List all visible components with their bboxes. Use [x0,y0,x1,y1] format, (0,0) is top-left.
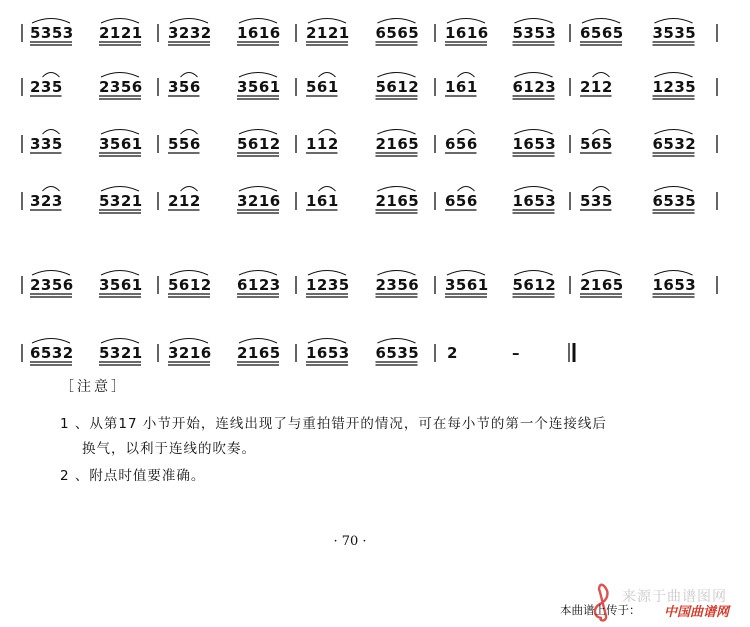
note-group: 561 [306,78,339,96]
note-group: 6123 [237,276,281,294]
slur [239,130,277,135]
note-group: 2165 [237,344,281,362]
note-group: 3561 [237,78,281,96]
slur [458,187,475,192]
note-group: 2165 [375,192,420,210]
slur [378,271,416,276]
slur [447,19,485,24]
note-group: 5353 [512,24,557,42]
note-group: 5612 [375,78,420,96]
note-group: 3216 [168,344,212,362]
slur [101,19,139,24]
slur [319,187,336,192]
slur [515,73,553,78]
note-group: 112 [306,135,339,153]
note-group: 6565 [375,24,420,42]
note-final: 2 [447,344,458,362]
slur [181,73,198,78]
note-item-1: 1 、从第17 小节开始，连线出现了与重拍错开的情况，可在每小节的第一个连接线后 [60,416,607,432]
slur [319,73,336,78]
notes-title: ［注意］ [60,379,128,395]
note-group: 6535 [652,192,697,210]
slur [593,73,610,78]
slur [308,339,346,344]
slur [378,187,416,192]
note-group: 1235 [652,78,697,96]
slur [101,339,139,344]
slur [447,271,485,276]
note-group: 1653 [512,135,557,153]
slur [101,130,139,135]
slur [458,73,475,78]
note-group: 212 [580,78,613,96]
slur [170,19,208,24]
note-group: 161 [445,78,478,96]
slur [32,271,70,276]
note-group: 2165 [375,135,420,153]
slur [655,130,693,135]
note-group: 5321 [99,344,143,362]
slur [239,73,277,78]
slur [458,130,475,135]
watermark-source: 本曲谱上传于： [560,603,641,617]
note-group: 1235 [306,276,350,294]
note-group: 1616 [237,24,281,42]
slur [181,187,198,192]
note-group: 1653 [652,276,697,294]
note-group: 556 [168,135,201,153]
slur [593,187,610,192]
page-number: · 70 · [333,534,367,549]
slur [170,339,208,344]
slur [239,187,277,192]
note-group: 2121 [306,24,350,42]
slur [378,19,416,24]
note-group: 212 [168,192,201,210]
note-group: 1616 [445,24,489,42]
note-group: 3561 [445,276,489,294]
slur [655,19,693,24]
slur [378,73,416,78]
note-item-1-continued: 换气，以利于连线的吹奏。 [82,441,256,457]
note-group: 6532 [652,135,697,153]
note-group: 2165 [580,276,624,294]
note-item-2: 2 、附点时值要准确。 [60,468,206,484]
slur [515,19,553,24]
note-group: 2356 [30,276,74,294]
note-group: 335 [30,135,63,153]
note-group: 656 [445,192,478,210]
note-group: 3535 [652,24,697,42]
slur [32,339,70,344]
note-group: 2121 [99,24,143,42]
slur [582,19,620,24]
slur [43,187,60,192]
slur [655,271,693,276]
slur [239,19,277,24]
note-group: 535 [580,192,613,210]
note-group: 5321 [99,192,143,210]
note-group: 3216 [237,192,281,210]
note-group: 5612 [237,135,281,153]
note-group: 3561 [99,276,143,294]
note-group: 6565 [580,24,624,42]
note-group: 3561 [99,135,143,153]
note-group: 1653 [306,344,350,362]
note-group: 2356 [375,276,420,294]
note-group: 235 [30,78,63,96]
slur [43,73,60,78]
slur [239,339,277,344]
note-group: 5612 [512,276,557,294]
slur [655,187,693,192]
note-group: 565 [580,135,613,153]
slur [378,130,416,135]
dash-extension: – [512,344,520,362]
slur [308,19,346,24]
slur [515,130,553,135]
slur [181,130,198,135]
note-group: 6535 [375,344,420,362]
note-group: 6123 [512,78,557,96]
note-group: 3232 [168,24,212,42]
slur [378,339,416,344]
note-group: 323 [30,192,63,210]
watermark-brand: 中国曲谱网 [664,605,730,620]
slur [239,271,277,276]
slur [101,271,139,276]
slur [170,271,208,276]
note-group: 161 [306,192,339,210]
note-group: 5353 [30,24,74,42]
note-group: 656 [445,135,478,153]
slur [319,130,336,135]
slur [101,187,139,192]
slur [582,271,620,276]
note-group: 356 [168,78,201,96]
slur [101,73,139,78]
note-group: 6532 [30,344,74,362]
note-group: 5612 [168,276,212,294]
slur [308,271,346,276]
slur [655,73,693,78]
note-group: 2356 [99,78,143,96]
slur [32,19,70,24]
slur [515,271,553,276]
slur [43,130,60,135]
slur [515,187,553,192]
watermark-site: 来源于曲谱图网 [622,589,727,605]
note-group: 1653 [512,192,557,210]
slur [593,130,610,135]
